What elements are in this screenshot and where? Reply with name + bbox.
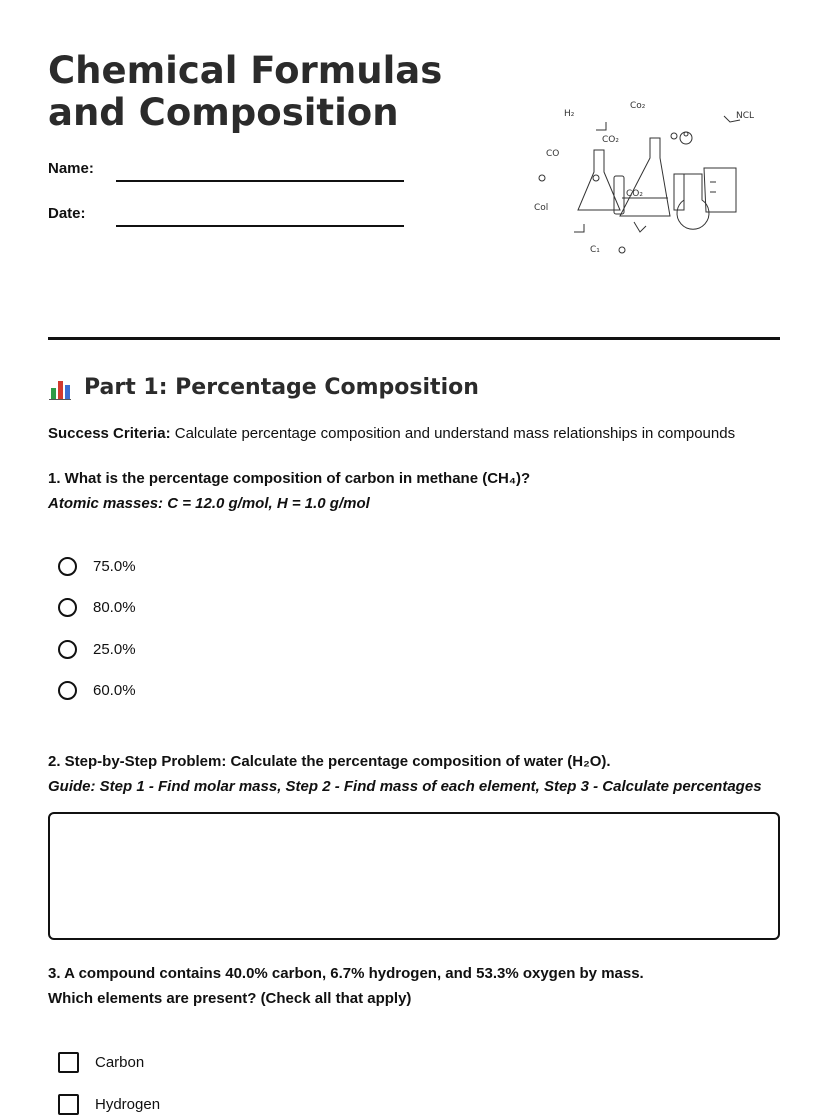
q2-hint: Guide: Step 1 - Find molar mass, Step 2 - Find mass of each element, Step 3 - Calculate percentages	[48, 778, 762, 795]
q1-option-label: 60.0%	[93, 682, 136, 699]
q1-option[interactable]	[58, 681, 136, 700]
q1-option[interactable]	[58, 557, 136, 576]
success-criteria	[48, 425, 735, 442]
success-criteria-text: Calculate percentage composition and understand mass relationships in compounds	[174, 425, 736, 442]
q3-text-line1: 3. A compound contains 40.0% carbon, 6.7% hydrogen, and 53.3% oxygen by mass.	[48, 965, 644, 982]
date-label: Date:	[48, 205, 86, 222]
q1-option[interactable]	[58, 598, 136, 617]
checkbox[interactable]	[58, 1052, 79, 1073]
svg-text:CO₂: CO₂	[626, 189, 643, 199]
part1-heading-text: Part 1: Percentage Composition	[84, 375, 479, 400]
section-divider	[48, 337, 780, 340]
svg-text:C₁: C₁	[590, 245, 600, 255]
svg-text:NCL: NCL	[736, 111, 755, 121]
svg-text:H₂: H₂	[564, 109, 575, 119]
q3-text-line2: Which elements are present? (Check all that apply)	[48, 990, 412, 1007]
name-field-line[interactable]	[116, 180, 404, 182]
q1-option[interactable]	[58, 640, 136, 659]
q1-option-label: 75.0%	[93, 558, 136, 575]
q2-text: 2. Step-by-Step Problem: Calculate the percentage composition of water (H₂O).	[48, 753, 611, 770]
q3-option[interactable]	[58, 1052, 144, 1073]
q3-option[interactable]	[58, 1094, 160, 1115]
part1-heading	[48, 375, 479, 400]
name-label: Name:	[48, 160, 94, 177]
q1-text: 1. What is the percentage composition of carbon in methane (CH₄)?	[48, 470, 531, 487]
date-field-line[interactable]	[116, 225, 404, 227]
radio-button[interactable]	[58, 640, 77, 659]
page-title: Chemical Formulas and Composition	[48, 49, 443, 134]
success-criteria-label: Success Criteria:	[48, 425, 171, 442]
radio-button[interactable]	[58, 557, 77, 576]
q3-option-label: Hydrogen	[95, 1096, 161, 1113]
svg-text:CO₂: CO₂	[602, 135, 619, 145]
beaker	[704, 168, 736, 212]
flask-center	[620, 138, 670, 216]
radio-button[interactable]	[58, 681, 77, 700]
q1-option-label: 25.0%	[93, 641, 136, 658]
q1-hint: Atomic masses: C = 12.0 g/mol, H = 1.0 g/mol	[48, 495, 370, 512]
bar-chart-icon	[48, 376, 72, 400]
radio-button[interactable]	[58, 598, 77, 617]
checkbox[interactable]	[58, 1094, 79, 1115]
svg-text:CO: CO	[546, 149, 560, 159]
svg-text:Co₂: Co₂	[630, 101, 646, 111]
q3-option-label: Carbon	[95, 1054, 145, 1071]
chemistry-illustration	[534, 92, 760, 262]
q1-option-label: 80.0%	[93, 599, 136, 616]
svg-text:Col: Col	[534, 203, 549, 213]
q2-answer-box[interactable]	[48, 812, 780, 940]
